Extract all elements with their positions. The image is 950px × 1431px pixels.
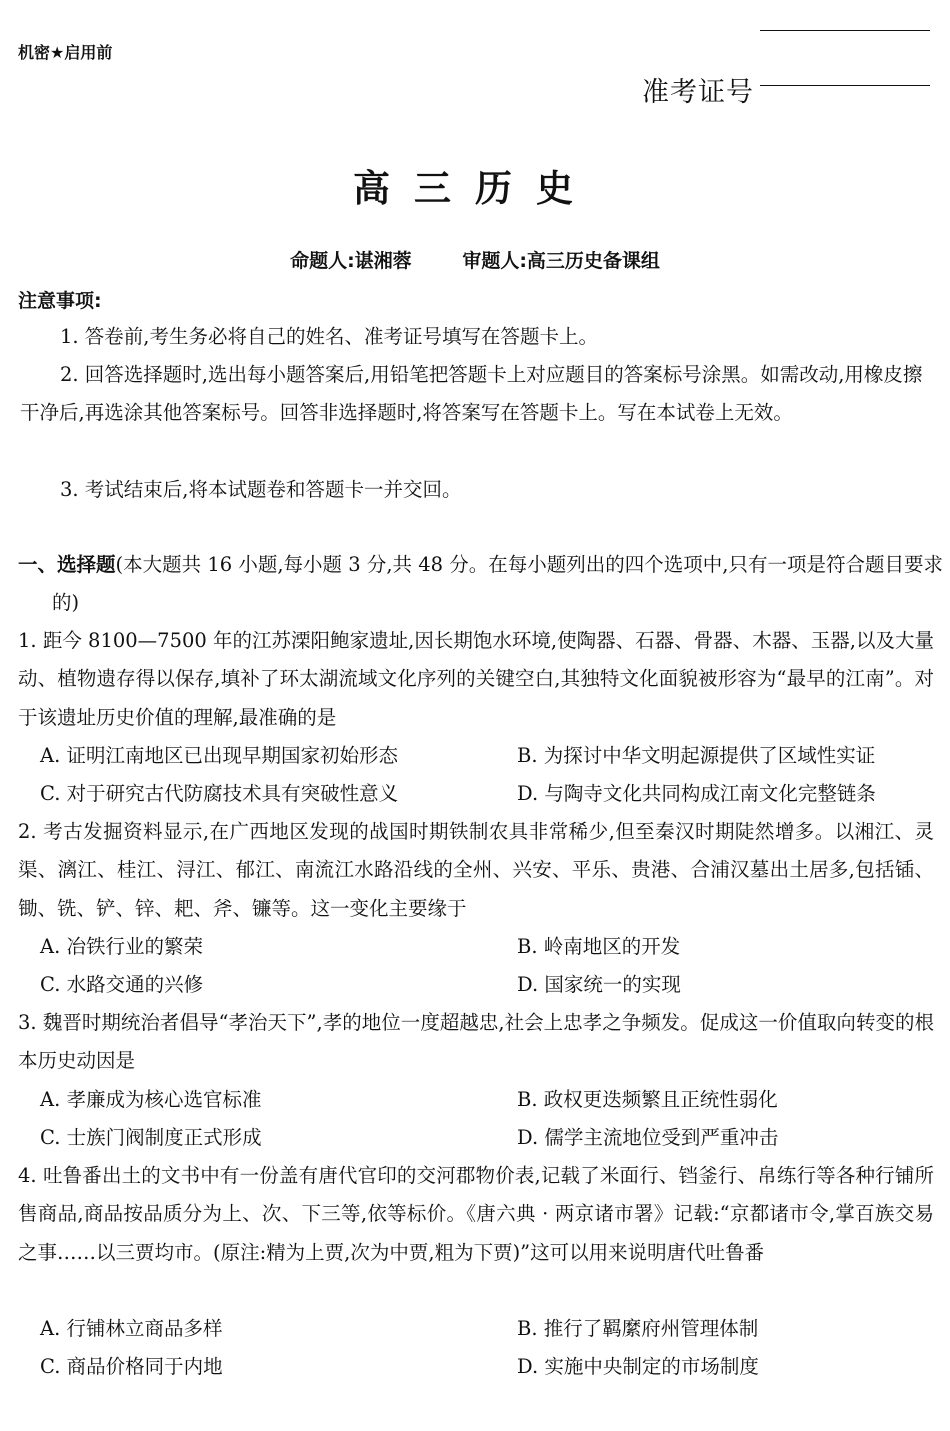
notice-item-1: 1. 答卷前,考生务必将自己的姓名、准考证号填写在答题卡上。 [60, 325, 599, 348]
question-3-option-a[interactable]: A. 孝廉成为核心选官标准 [40, 1088, 262, 1111]
question-2-stem: 2. 考古发掘资料显示,在广西地区发现的战国时期铁制农具非常稀少,但至秦汉时期陡然增多。以湘江、灵渠、漓江、桂江、浔江、郁江、南流江水路沿线的全州、兴安、平乐、贵港、合浦汉墓出土居多,包括锸、锄、铣、铲、锌、耙、斧、镰等。这一变化主要缘于 [18, 820, 934, 920]
question-3-stem: 3. 魏晋时期统治者倡导“孝治天下”,孝的地位一度超越忠,社会上忠孝之争频发。促成这一价值取向转变的根本历史动因是 [18, 1011, 934, 1073]
section-description: (本大题共 16 小题,每小题 3 分,共 48 分。在每小题列出的四个选项中,只有一项是符合题目要求的) [52, 553, 943, 615]
question-1-option-b[interactable]: B. 为探讨中华文明起源提供了区域性实证 [517, 744, 876, 767]
notice-item-3: 3. 考试结束后,将本试题卷和答题卡一并交回。 [60, 478, 462, 501]
section-title: 一、选择题 [18, 553, 116, 576]
notice-item-2: 2. 回答选择题时,选出每小题答案后,用铅笔把答题卡上对应题目的答案标号涂黑。如需改动,用橡皮擦干净后,再选涂其他答案标号。回答非选择题时,将答案写在答题卡上。写在本试卷上无效。 [20, 363, 923, 425]
question-reviewer: 审题人:高三历史备课组 [462, 250, 660, 272]
section-heading [18, 546, 950, 623]
name-underline [760, 30, 930, 31]
question-3-option-b[interactable]: B. 政权更迭频繁且正统性弱化 [517, 1088, 778, 1111]
question-3-option-c[interactable]: C. 士族门阀制度正式形成 [40, 1126, 262, 1149]
exam-title: 高三历史 [353, 167, 597, 210]
question-4-option-c[interactable]: C. 商品价格同于内地 [40, 1355, 223, 1378]
question-1-stem: 1. 距今 8100—7500 年的江苏溧阳鲍家遗址,因长期饱水环境,使陶器、石器、骨器、木器、玉器,以及大量动、植物遗存得以保存,填补了环太湖流域文化序列的关键空白,其独特文化面貌被形容为“最早的江南”。对于该遗址历史价值的理解,最准确的是 [18, 629, 934, 729]
question-setter: 命题人:谌湘蓉 [290, 250, 412, 272]
notice-title: 注意事项: [18, 290, 102, 312]
question-1-option-a[interactable]: A. 证明江南地区已出现早期国家初始形态 [40, 744, 398, 767]
ticket-number-underline [760, 85, 930, 86]
question-4-stem: 4. 吐鲁番出土的文书中有一份盖有唐代官印的交河郡物价表,记载了米面行、铛釜行、帛练行等各种行铺所售商品,商品按品质分为上、次、下三等,依等标价。《唐六典 · 两京诸市署》记载:“京都诸市令,掌百族交易之事……以三贾均市。(原注:精为上贾,次为中贾,粗为下贾)”这可以用来说明唐代吐鲁番 [18, 1164, 934, 1264]
question-2-option-b[interactable]: B. 岭南地区的开发 [517, 935, 681, 958]
confidential-mark: 机密★启用前 [18, 43, 113, 62]
question-3-option-d[interactable]: D. 儒学主流地位受到严重冲击 [517, 1126, 779, 1149]
question-2-option-d[interactable]: D. 国家统一的实现 [517, 973, 681, 996]
question-4-option-b[interactable]: B. 推行了羁縻府州管理体制 [517, 1317, 759, 1340]
question-2-option-a[interactable]: A. 冶铁行业的繁荣 [40, 935, 203, 958]
question-1-option-c[interactable]: C. 对于研究古代防腐技术具有突破性意义 [40, 782, 399, 805]
question-1-option-d[interactable]: D. 与陶寺文化共同构成江南文化完整链条 [517, 782, 876, 805]
ticket-number-label: 准考证号 [642, 77, 754, 108]
authors-line [0, 246, 950, 273]
question-4-option-d[interactable]: D. 实施中央制定的市场制度 [517, 1355, 759, 1378]
question-2-option-c[interactable]: C. 水路交通的兴修 [40, 973, 204, 996]
question-4-option-a[interactable]: A. 行铺林立商品多样 [40, 1317, 223, 1340]
